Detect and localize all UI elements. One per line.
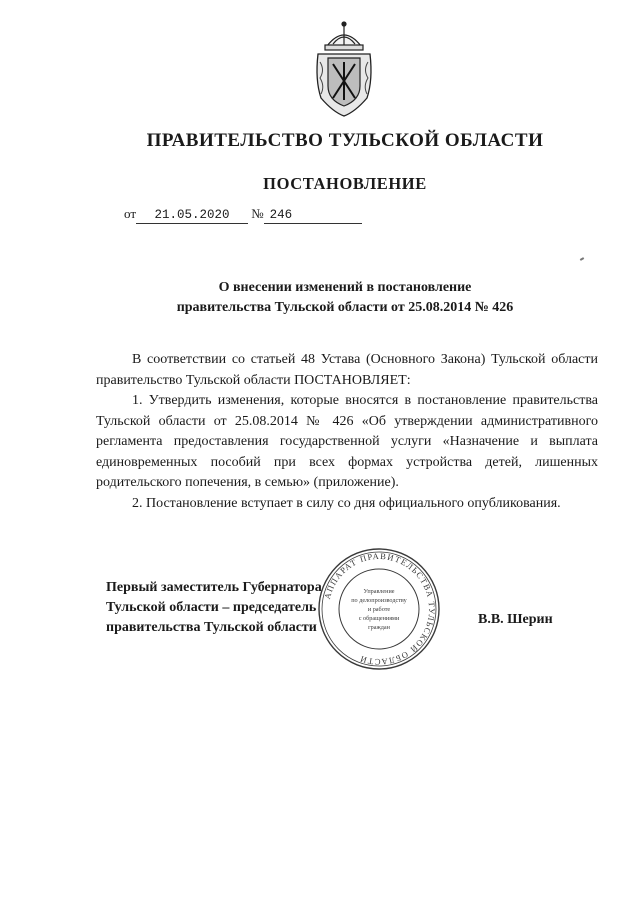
document-subject (0, 278, 640, 318)
document-body (96, 350, 598, 514)
date-label: от (124, 206, 137, 221)
date-value: 21.05.2020 (136, 208, 248, 224)
subject-line-1: О внесении изменений в постановление (218, 280, 472, 295)
subject-line-2: правительства Тульской области от 25.08.2014 № 426 (176, 300, 514, 315)
signatory-name: В.В. Шерин (478, 612, 553, 627)
signatory-position-line-1: Первый заместитель Губернатора (106, 580, 322, 595)
signatory-position-line-2: Тульской области – председатель (106, 600, 317, 615)
body-intro-paragraph: В соответствии со статьей 48 Устава (Основного Закона) Тульской области правительство Тульской области ПОСТАНОВЛЯЕТ: (96, 352, 598, 388)
signatory-position-line-3: правительства Тульской области (106, 620, 317, 635)
stamp-center-line-5: граждан (368, 624, 390, 631)
scan-mark (580, 257, 584, 261)
official-stamp (314, 544, 444, 674)
body-item-2: 2. Постановление вступает в силу со дня официального опубликования. (132, 495, 561, 511)
registration-line (124, 206, 362, 224)
stamp-center-line-2: по делопроизводству (351, 597, 407, 604)
stamp-center-line-1: Управление (363, 588, 395, 595)
signatory-position (106, 578, 322, 638)
government-title: ПРАВИТЕЛЬСТВО ТУЛЬСКОЙ ОБЛАСТИ (146, 130, 544, 151)
stamp-center-line-4: с обращениями (358, 615, 400, 622)
stamp-ring-text: АППАРАТ ПРАВИТЕЛЬСТВА ТУЛЬСКОЙ ОБЛАСТИ (322, 550, 438, 668)
document-type-title: ПОСТАНОВЛЕНИЕ (263, 174, 427, 193)
coat-of-arms-icon (313, 20, 375, 120)
number-label: № (251, 206, 264, 221)
body-item-1: 1. Утвердить изменения, которые вносятся в постановление правительства Тульской области от 25.08.2014 № 426 «Об утверждении административного регламента предоставления государственной услуги «Назначение и выплата единовременных пособий при всех формах устройства детей, лишенных родительского попечения, в семью» (приложение). (96, 393, 598, 490)
stamp-center-line-3: и работе (367, 606, 391, 613)
number-value: 246 (264, 208, 362, 224)
